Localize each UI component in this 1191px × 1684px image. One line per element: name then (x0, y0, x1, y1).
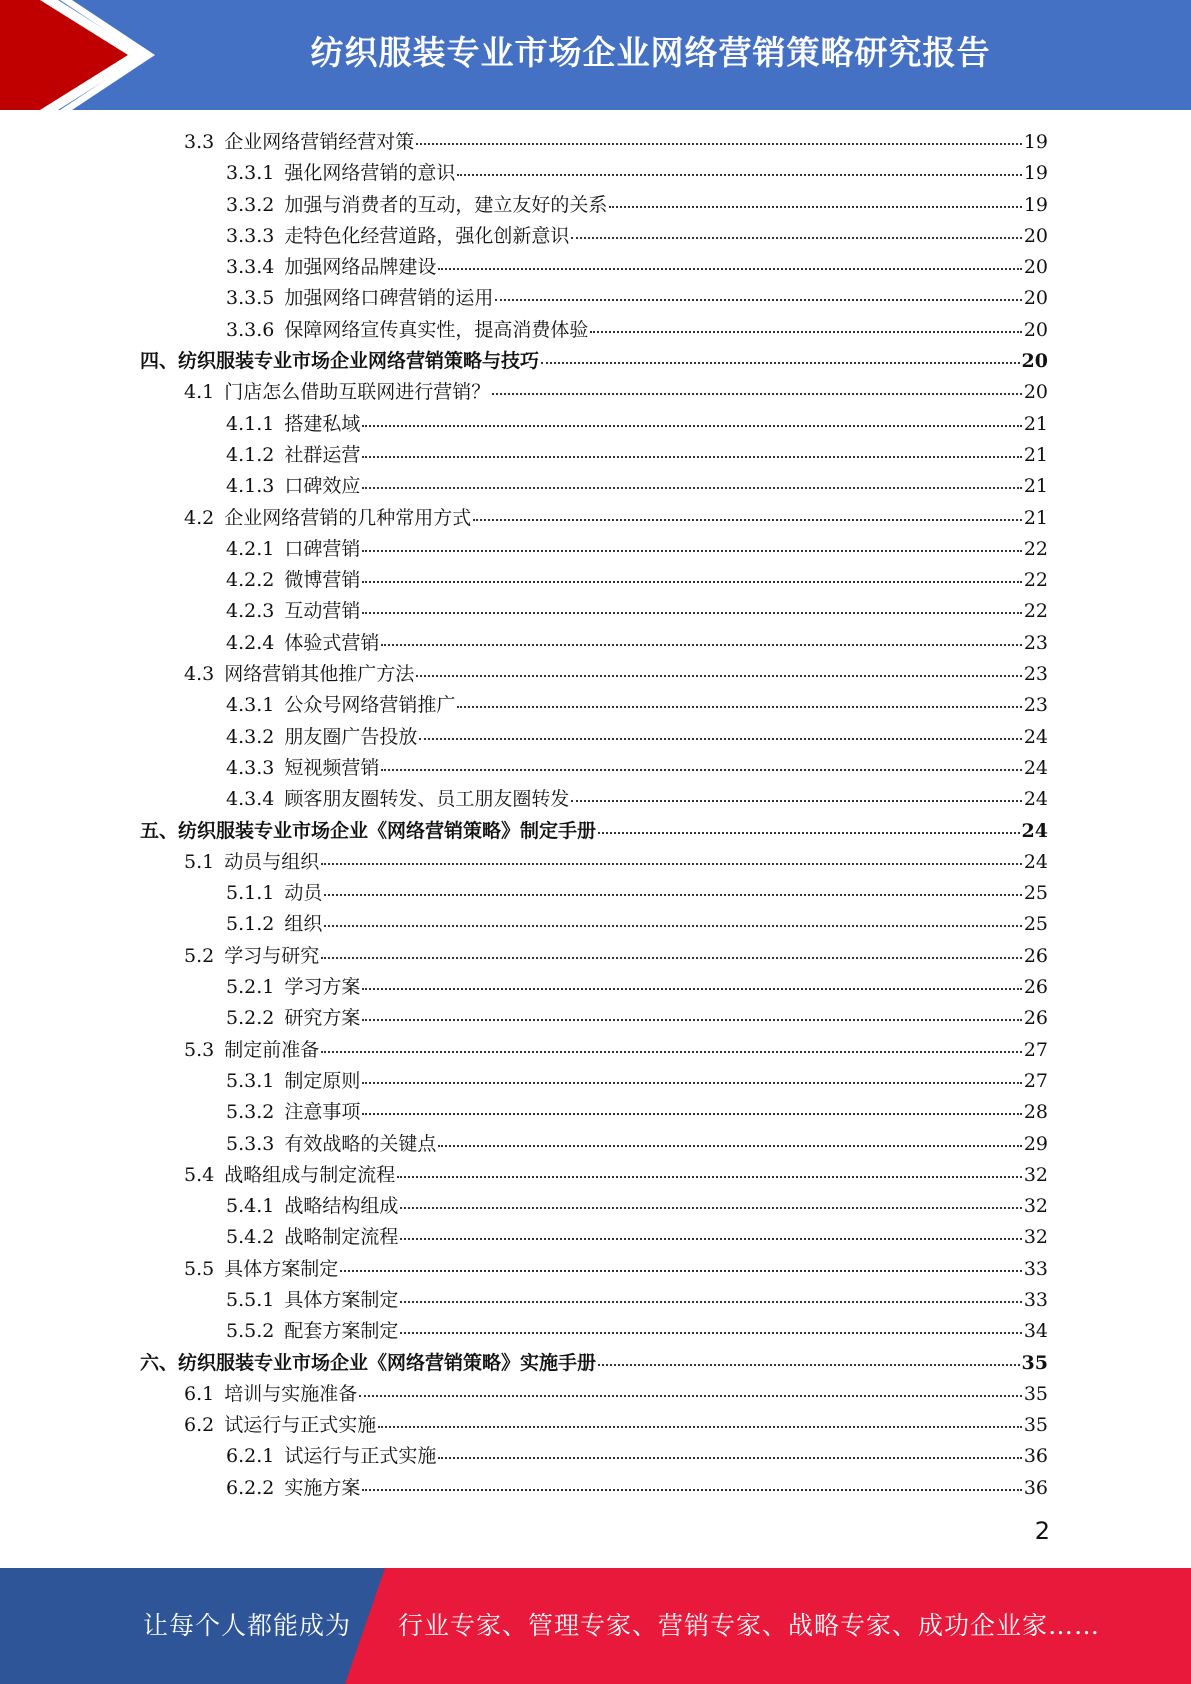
toc-entry[interactable] (140, 1191, 1048, 1222)
toc-dot-leader (541, 362, 1020, 364)
toc-dot-leader (416, 143, 1022, 145)
toc-entry-title: 注意事项 (284, 1101, 361, 1124)
document-title: 纺织服装专业市场企业网络营销策略研究报告 (310, 33, 991, 72)
toc-entry[interactable] (140, 1285, 1048, 1316)
toc-entry[interactable] (140, 847, 1048, 878)
toc-entry[interactable] (140, 409, 1048, 440)
toc-entry-number: 6.2 (184, 1414, 215, 1437)
toc-entry[interactable] (140, 315, 1048, 346)
toc-entry-page: 20 (1023, 287, 1048, 310)
toc-entry-number: 5.1.2 (226, 913, 275, 936)
toc-entry-number: 5.5.1 (226, 1288, 275, 1311)
toc-entry[interactable] (140, 753, 1048, 784)
toc-entry-title: 配套方案制定 (284, 1320, 399, 1343)
toc-entry-page: 20 (1023, 381, 1048, 404)
toc-entry-page: 29 (1023, 1132, 1048, 1155)
toc-dot-leader (400, 1301, 1021, 1303)
toc-entry-page: 19 (1023, 131, 1048, 153)
toc-entry-page: 19 (1023, 162, 1048, 185)
toc-dot-leader (362, 456, 1021, 458)
toc-entry[interactable] (140, 1097, 1048, 1128)
toc-dot-leader (571, 800, 1021, 802)
toc-entry[interactable] (140, 471, 1048, 502)
toc-dot-leader (416, 675, 1022, 677)
toc-entry-page: 27 (1023, 1069, 1048, 1092)
toc-entry-page: 21 (1023, 475, 1048, 498)
toc-entry-page: 20 (1023, 318, 1048, 341)
toc-entry-title: 公众号网络营销推广 (284, 694, 456, 717)
toc-entry-page: 33 (1023, 1288, 1048, 1311)
toc-dot-leader (438, 268, 1021, 270)
toc-entry[interactable] (140, 1003, 1048, 1034)
toc-entry-page: 22 (1023, 569, 1048, 592)
toc-entry-title: 互动营销 (284, 600, 361, 623)
toc-entry-title: 制定原则 (284, 1069, 361, 1092)
table-of-contents (140, 127, 1048, 1504)
toc-entry-number: 4.3.3 (226, 756, 275, 779)
toc-entry[interactable] (140, 1441, 1048, 1472)
toc-dot-leader (400, 1332, 1021, 1334)
toc-entry-title: 保障网络宣传真实性，提高消费体验 (284, 318, 589, 341)
toc-entry-number: 6.2.2 (226, 1476, 275, 1499)
toc-entry-number: 4.1.1 (226, 412, 275, 435)
toc-dot-leader (495, 299, 1021, 301)
toc-dot-leader (362, 1113, 1021, 1115)
toc-entry-page: 20 (1021, 350, 1048, 373)
toc-entry[interactable] (140, 190, 1048, 221)
toc-entry-page: 34 (1023, 1320, 1048, 1343)
toc-entry-title: 培训与实施准备 (224, 1382, 358, 1405)
toc-entry-page: 32 (1023, 1163, 1048, 1186)
toc-entry[interactable] (140, 722, 1048, 753)
toc-entry[interactable] (140, 1035, 1048, 1066)
toc-entry-title: 动员与组织 (224, 850, 320, 873)
toc-entry-page: 32 (1023, 1226, 1048, 1249)
toc-dot-leader (362, 550, 1021, 552)
toc-entry-title: 纺织服装专业市场企业网络营销策略与技巧 (178, 350, 540, 373)
toc-entry[interactable] (140, 1316, 1048, 1347)
toc-entry-number: 六、 (140, 1351, 179, 1374)
toc-entry[interactable] (140, 377, 1048, 408)
toc-entry[interactable] (140, 816, 1048, 847)
toc-dot-leader (598, 832, 1020, 834)
toc-entry-number: 4.2.4 (226, 631, 275, 654)
toc-entry-number: 4.2.3 (226, 600, 275, 623)
toc-dot-leader (400, 1207, 1021, 1209)
toc-entry-page: 26 (1023, 1007, 1048, 1030)
toc-entry[interactable] (140, 283, 1048, 314)
toc-entry-number: 4.1.3 (226, 475, 275, 498)
toc-entry-page: 35 (1023, 1414, 1048, 1437)
toc-dot-leader (473, 519, 1022, 521)
toc-entry[interactable] (140, 659, 1048, 690)
toc-entry-title: 门店怎么借助互联网进行营销？ (224, 381, 491, 404)
toc-entry-number: 5.5 (184, 1257, 215, 1280)
toc-entry[interactable] (140, 221, 1048, 252)
toc-dot-leader (381, 644, 1021, 646)
toc-entry-title: 短视频营销 (284, 756, 380, 779)
toc-dot-leader (397, 1176, 1022, 1178)
toc-entry-number: 4.3.2 (226, 725, 275, 748)
toc-entry[interactable] (140, 440, 1048, 471)
toc-entry-page: 24 (1023, 725, 1048, 748)
toc-entry[interactable] (140, 252, 1048, 283)
toc-entry[interactable] (140, 784, 1048, 815)
toc-entry-page: 32 (1023, 1195, 1048, 1218)
toc-entry-number: 五、 (140, 819, 179, 842)
toc-entry-number: 4.1 (184, 381, 215, 404)
toc-entry[interactable] (140, 1066, 1048, 1097)
toc-dot-leader (362, 612, 1021, 614)
toc-entry-title: 走特色化经营道路，强化创新意识 (284, 224, 570, 247)
toc-entry-page: 23 (1023, 631, 1048, 654)
toc-entry-title: 网络营销其他推广方法 (224, 663, 415, 686)
toc-entry-title: 微博营销 (284, 569, 361, 592)
toc-entry-title: 组织 (284, 913, 323, 936)
toc-entry-number: 5.2.2 (226, 1007, 275, 1030)
footer-slogan-right: 行业专家、管理专家、营销专家、战略专家、成功企业家…… (398, 1611, 1101, 1640)
toc-entry-number: 3.3.6 (226, 318, 275, 341)
toc-entry-number: 6.1 (184, 1382, 215, 1405)
toc-entry-number: 5.3.2 (226, 1101, 275, 1124)
toc-entry-number: 5.1 (184, 850, 215, 873)
toc-dot-leader (321, 957, 1022, 959)
toc-dot-leader (457, 174, 1021, 176)
toc-entry[interactable] (140, 1410, 1048, 1441)
toc-entry-number: 5.4 (184, 1163, 215, 1186)
toc-dot-leader (362, 1082, 1021, 1084)
toc-entry-title: 社群运营 (284, 443, 361, 466)
toc-entry-title: 实施方案 (284, 1476, 361, 1499)
toc-entry-number: 3.3.2 (226, 193, 275, 216)
page-number: 2 (1034, 1517, 1050, 1545)
toc-dot-leader (362, 1489, 1021, 1491)
toc-entry-page: 19 (1023, 193, 1048, 216)
toc-entry-number: 4.3.4 (226, 788, 275, 811)
toc-entry[interactable] (140, 346, 1048, 377)
toc-entry-title: 口碑营销 (284, 537, 361, 560)
toc-entry-page: 36 (1023, 1476, 1048, 1499)
toc-dot-leader (571, 237, 1021, 239)
toc-entry-title: 具体方案制定 (284, 1288, 399, 1311)
toc-entry-number: 5.5.2 (226, 1320, 275, 1343)
toc-entry[interactable] (140, 1160, 1048, 1191)
toc-entry-title: 制定前准备 (224, 1038, 320, 1061)
toc-entry-page: 23 (1023, 694, 1048, 717)
toc-entry[interactable] (140, 690, 1048, 721)
toc-entry-title: 试运行与正式实施 (224, 1414, 377, 1437)
toc-entry-number: 5.2.1 (226, 976, 275, 999)
toc-entry-page: 35 (1023, 1382, 1048, 1405)
toc-entry-title: 动员 (284, 882, 323, 905)
toc-entry-number: 4.1.2 (226, 443, 275, 466)
toc-dot-leader (419, 738, 1021, 740)
toc-dot-leader (321, 1051, 1022, 1053)
toc-entry[interactable] (140, 1129, 1048, 1160)
toc-entry-title: 顾客朋友圈转发、员工朋友圈转发 (284, 788, 570, 811)
toc-entry[interactable] (140, 1222, 1048, 1253)
toc-entry-title: 有效战略的关键点 (284, 1132, 437, 1155)
toc-entry-title: 战略制定流程 (284, 1226, 399, 1249)
toc-entry-page: 26 (1023, 944, 1048, 967)
toc-entry-title: 企业网络营销的几种常用方式 (224, 506, 472, 529)
toc-dot-leader (590, 331, 1021, 333)
toc-entry-title: 企业网络营销经营对策 (224, 131, 415, 153)
toc-dot-leader (362, 1019, 1021, 1021)
footer-slogan-left: 让每个人都能成为 (143, 1611, 352, 1640)
toc-entry-page: 22 (1023, 600, 1048, 623)
toc-dot-leader (457, 706, 1021, 708)
toc-entry-page: 26 (1023, 976, 1048, 999)
toc-entry-page: 23 (1023, 663, 1048, 686)
toc-entry-page: 20 (1023, 256, 1048, 279)
toc-entry-number: 四、 (140, 350, 179, 373)
toc-entry-number: 3.3 (184, 131, 215, 153)
toc-entry-title: 加强网络口碑营销的运用 (284, 287, 494, 310)
toc-dot-leader (438, 1145, 1021, 1147)
toc-entry-number: 4.2 (184, 506, 215, 529)
toc-entry[interactable] (140, 127, 1048, 158)
toc-dot-leader (359, 1395, 1022, 1397)
toc-entry-page: 36 (1023, 1445, 1048, 1468)
toc-entry-number: 3.3.3 (226, 224, 275, 247)
toc-dot-leader (362, 988, 1021, 990)
toc-entry-title: 口碑效应 (284, 475, 361, 498)
toc-entry-page: 28 (1023, 1101, 1048, 1124)
toc-entry[interactable] (140, 878, 1048, 909)
toc-entry-page: 25 (1023, 913, 1048, 936)
toc-entry-title: 纺织服装专业市场企业《网络营销策略》实施手册 (178, 1351, 597, 1374)
toc-dot-leader (400, 1238, 1021, 1240)
toc-entry-number: 5.2 (184, 944, 215, 967)
toc-entry-number: 3.3.4 (226, 256, 275, 279)
toc-entry[interactable] (140, 158, 1048, 189)
toc-dot-leader (362, 487, 1021, 489)
toc-dot-leader (321, 863, 1022, 865)
toc-dot-leader (324, 925, 1021, 927)
toc-entry-page: 24 (1021, 819, 1048, 842)
toc-entry-title: 搭建私域 (284, 412, 361, 435)
toc-entry-page: 21 (1023, 412, 1048, 435)
toc-dot-leader (438, 1457, 1021, 1459)
toc-entry-page: 35 (1021, 1351, 1048, 1374)
toc-entry-number: 5.4.1 (226, 1195, 275, 1218)
toc-entry-title: 纺织服装专业市场企业《网络营销策略》制定手册 (178, 819, 597, 842)
toc-entry-page: 25 (1023, 882, 1048, 905)
toc-dot-leader (324, 894, 1021, 896)
toc-entry[interactable] (140, 1379, 1048, 1410)
toc-entry[interactable] (140, 941, 1048, 972)
toc-entry-number: 3.3.1 (226, 162, 275, 185)
toc-entry-number: 3.3.5 (226, 287, 275, 310)
page-header (0, 0, 1191, 110)
toc-entry-page: 24 (1023, 756, 1048, 779)
toc-dot-leader (598, 1364, 1020, 1366)
toc-entry-title: 研究方案 (284, 1007, 361, 1030)
toc-entry-title: 加强网络品牌建设 (284, 256, 437, 279)
toc-entry-page: 24 (1023, 850, 1048, 873)
toc-entry-title: 具体方案制定 (224, 1257, 339, 1280)
toc-entry-number: 4.2.2 (226, 569, 275, 592)
toc-entry-title: 学习方案 (284, 976, 361, 999)
toc-entry-page: 21 (1023, 506, 1048, 529)
toc-entry-title: 体验式营销 (284, 631, 380, 654)
toc-dot-leader (340, 1270, 1022, 1272)
toc-entry[interactable] (140, 909, 1048, 940)
page-footer (0, 1568, 1191, 1684)
toc-entry[interactable] (140, 596, 1048, 627)
toc-dot-leader (609, 206, 1021, 208)
toc-entry[interactable] (140, 1254, 1048, 1285)
toc-entry[interactable] (140, 1473, 1048, 1504)
toc-entry[interactable] (140, 1348, 1048, 1379)
toc-entry-number: 6.2.1 (226, 1445, 275, 1468)
toc-entry-title: 强化网络营销的意识 (284, 162, 456, 185)
toc-entry-number: 4.2.1 (226, 537, 275, 560)
toc-dot-leader (381, 769, 1021, 771)
toc-entry[interactable] (140, 503, 1048, 534)
toc-dot-leader (492, 393, 1022, 395)
toc-dot-leader (362, 425, 1021, 427)
toc-entry-title: 加强与消费者的互动，建立友好的关系 (284, 193, 608, 216)
toc-entry-number: 4.3 (184, 663, 215, 686)
toc-entry-title: 战略结构组成 (284, 1195, 399, 1218)
toc-entry[interactable] (140, 972, 1048, 1003)
toc-entry-number: 5.1.1 (226, 882, 275, 905)
toc-dot-leader (362, 581, 1021, 583)
toc-dot-leader (378, 1426, 1022, 1428)
toc-entry-number: 5.4.2 (226, 1226, 275, 1249)
toc-entry-page: 20 (1023, 224, 1048, 247)
toc-entry-title: 朋友圈广告投放 (284, 725, 418, 748)
toc-entry-page: 33 (1023, 1257, 1048, 1280)
toc-entry[interactable] (140, 534, 1048, 565)
toc-entry[interactable] (140, 628, 1048, 659)
toc-entry-page: 21 (1023, 443, 1048, 466)
toc-entry-number: 5.3.3 (226, 1132, 275, 1155)
toc-entry-title: 学习与研究 (224, 944, 320, 967)
toc-entry-page: 27 (1023, 1038, 1048, 1061)
toc-entry-number: 5.3.1 (226, 1069, 275, 1092)
toc-entry-page: 22 (1023, 537, 1048, 560)
toc-entry-title: 试运行与正式实施 (284, 1445, 437, 1468)
toc-entry-number: 4.3.1 (226, 694, 275, 717)
toc-entry-number: 5.3 (184, 1038, 215, 1061)
toc-entry[interactable] (140, 565, 1048, 596)
toc-entry-page: 24 (1023, 788, 1048, 811)
toc-entry-title: 战略组成与制定流程 (224, 1163, 396, 1186)
